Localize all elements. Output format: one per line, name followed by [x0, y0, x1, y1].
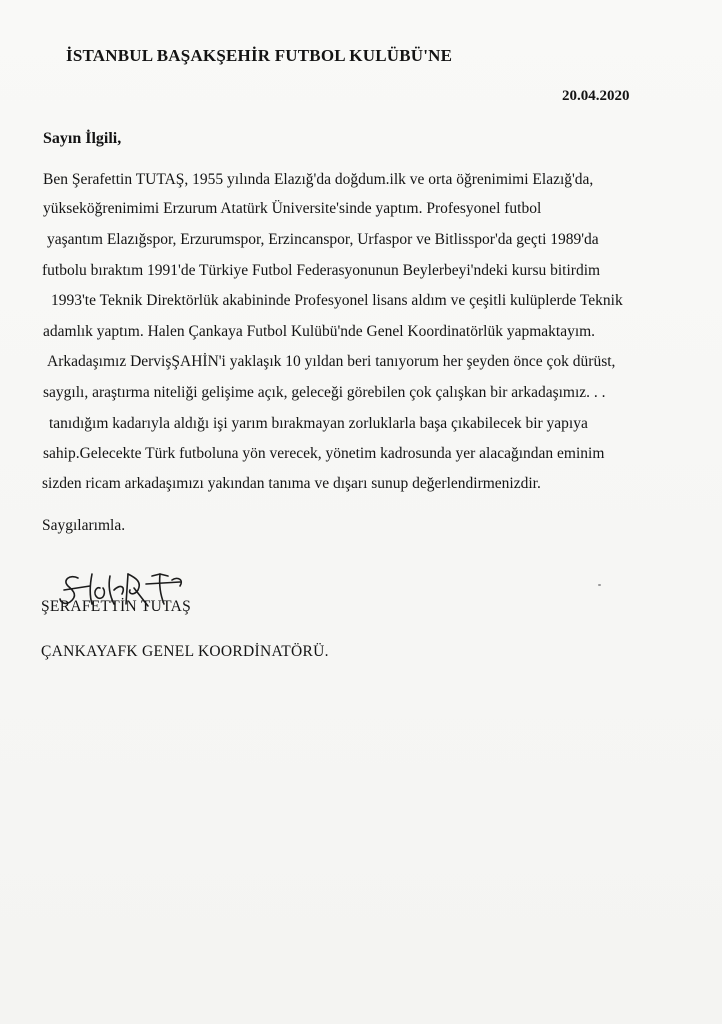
- signer-title: ÇANKAYAFK GENEL KOORDİNATÖRÜ.: [41, 643, 329, 660]
- body-line: yükseköğrenimimi Erzurum Atatürk Üniversite'sinde yaptım. Profesyonel futbol: [43, 200, 542, 217]
- body-line: 1993'te Teknik Direktörlük akabininde Profesyonel lisans aldım ve çeşitli kulüplerde Teknik: [51, 292, 623, 309]
- paper-speck: [598, 584, 601, 586]
- body-line: saygılı, araştırma niteliği gelişime açık, geleceği görebilen çok çalışkan bir arkadaşımız. . .: [43, 384, 606, 401]
- body-line: sizden ricam arkadaşımızı yakından tanıma ve dışarı sunup değerlendirmenizdir.: [42, 475, 541, 492]
- body-line: tanıdığım kadarıyla aldığı işi yarım bırakmayan zorluklarla başa çıkabilecek bir yapıya: [49, 415, 588, 432]
- letter-recipient: İSTANBUL BAŞAKŞEHİR FUTBOL KULÜBÜ'NE: [66, 46, 453, 65]
- body-line: yaşantım Elazığspor, Erzurumspor, Erzincanspor, Urfaspor ve Bitlisspor'da geçti 1989'da: [47, 231, 599, 248]
- signer-name: ŞERAFETTİN TUTAŞ: [41, 598, 192, 615]
- letter-date: 20.04.2020: [562, 88, 630, 104]
- body-line: futbolu bıraktım 1991'de Türkiye Futbol Federasyonunun Beylerbeyi'ndeki kursu bitirdim: [42, 262, 601, 279]
- letter-salutation: Sayın İlgili,: [43, 130, 122, 147]
- body-line: Ben Şerafettin TUTAŞ, 1955 yılında Elazığ'da doğdum.ilk ve orta öğrenimimi Elazığ'da,: [43, 171, 594, 188]
- body-line: sahip.Gelecekte Türk futboluna yön verecek, yönetim kadrosunda yer alacağından eminim: [43, 445, 605, 462]
- body-line: adamlık yaptım. Halen Çankaya Futbol Kulübü'nde Genel Koordinatörlük yapmaktayım.: [43, 323, 596, 340]
- body-line: Arkadaşımız DervişŞAHİN'i yaklaşık 10 yıldan beri tanıyorum her şeyden önce çok dürüst,: [47, 353, 616, 370]
- letter-closing: Saygılarımla.: [42, 517, 126, 534]
